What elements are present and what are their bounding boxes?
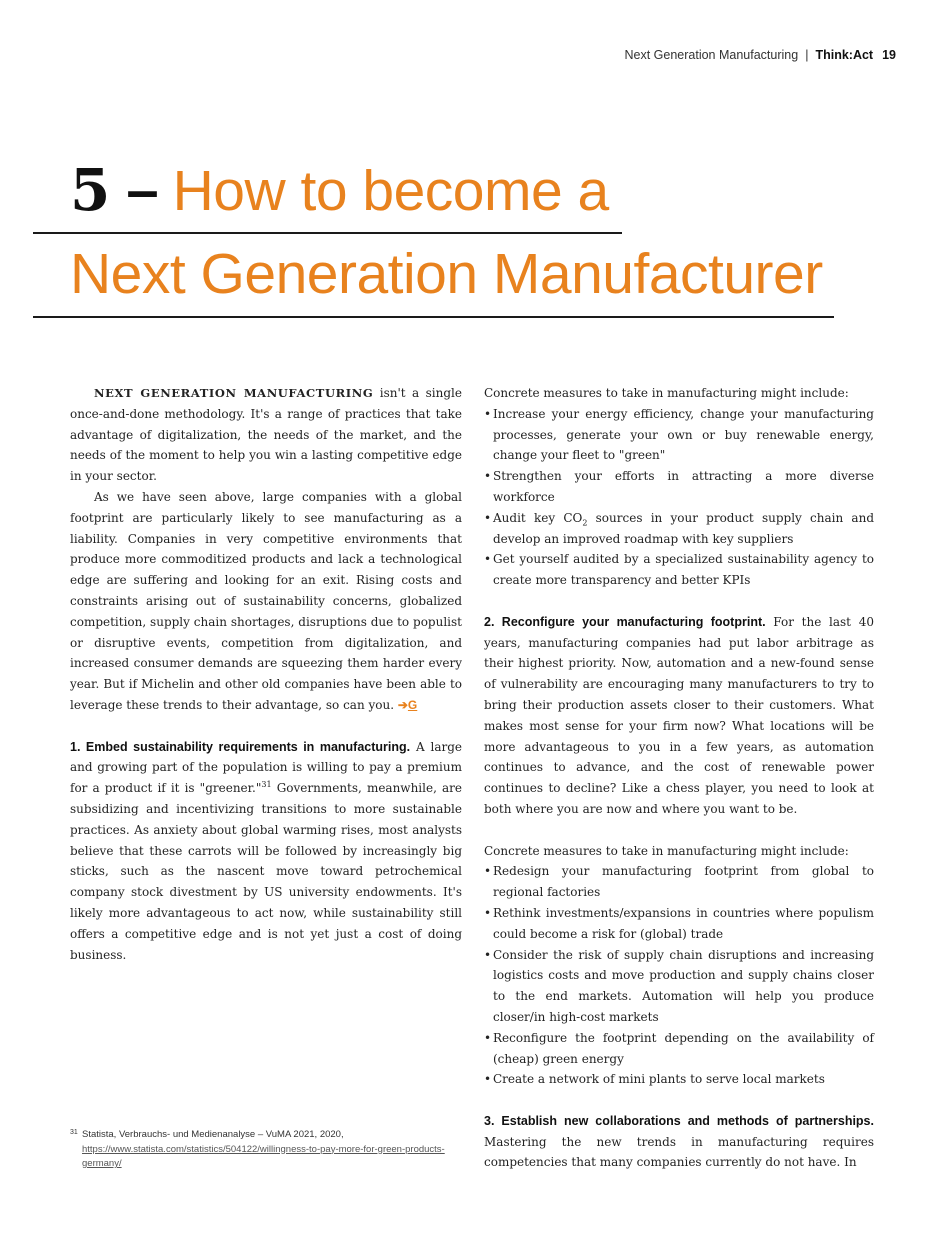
page-number: 19 — [882, 48, 896, 62]
section-1-text-b: Governments, meanwhile, are subsidizing and incentivizing transitions to more sustainable practices. As anxiety about global warming rises, most analysts believe that these carrots will be followed by increasingly big sticks, such as the nascent move toward petrochemical company stock divestment by US university endowments. It's likely more advantageous to act now, while sustainability still offers a competitive edge and is not yet just a cost of doing business. — [70, 781, 462, 962]
left-column — [70, 383, 462, 965]
running-header — [624, 48, 896, 62]
chapter-title-line1 — [70, 148, 609, 232]
section-1-text-a: A large and growing part of the population is willing to pay a premium for a product if it is "greener." — [70, 739, 463, 796]
section-3-paragraph — [484, 1111, 874, 1173]
header-separator: | — [805, 48, 809, 62]
intro-lead-in: NEXT GENERATION MANUFACTURING — [94, 386, 374, 400]
section-2-text: For the last 40 years, manufacturing companies had put labor arbitrage as their highest priority. Now, automation and a new-found sense of vulnerability are encouraging many manufacturers to try to bring their production assets closer to their customers. What makes most sense for your firm now? What locations will be more advantageous to you in a few years, as automation continues to advance, and the cost of renewable power continues to decline? Like a chess player, you need to look at both where you are now and where you want to be. — [484, 614, 874, 816]
co2-subscript: 2 — [582, 518, 588, 528]
measures-list-1 — [484, 404, 874, 591]
section-3-text: Mastering the new trends in manufacturing requires competencies that many companies currently do not have. In — [484, 1134, 874, 1170]
list-item: • Get yourself audited by a specialized sustainability agency to create more transparency and better KPIs — [484, 552, 874, 588]
list-item: • Audit key $CO_2$ sources in your product supply chain and develop an improved roadmap with key suppliers — [484, 510, 874, 546]
intro-paragraph — [70, 383, 462, 487]
measures-intro-2: Concrete measures to take in manufacturing might include: — [484, 843, 849, 858]
list-item: • Redesign your manufacturing footprint from global to regional factories — [484, 864, 874, 900]
chapter-dash: – — [126, 158, 159, 223]
list-item: • Create a network of mini plants to serve local markets — [484, 1072, 825, 1087]
chapter-title-line2: Next Generation Manufacturer — [70, 242, 823, 306]
footnote-link[interactable]: https://www.statista.com/statistics/504122/willingness-to-pay-more-for-green-products-germany/ — [82, 1143, 445, 1169]
list-item: • Rethink investments/expansions in countries where populism could become a risk for (global) trade — [484, 905, 874, 941]
section-2-paragraph — [484, 612, 874, 820]
list-item: • Reconfigure the footprint depending on the availability of (cheap) green energy — [484, 1030, 874, 1066]
chapter-number: 5 — [70, 156, 111, 224]
footnote-number: 31 — [70, 1129, 78, 1136]
section-1-paragraph — [70, 737, 462, 966]
chapter-title-text-1: How to become a — [172, 159, 609, 223]
header-section-title: Next Generation Manufacturing — [624, 48, 799, 62]
paragraph-2-text: As we have seen above, large companies with a global footprint are particularly likely to see manufacturing as a liability. Companies in very competitive environments that produce more commoditized products and lack a technological edge are suffering and looking for an exit. Rising costs and constraints arising out of sustainability concerns, globalized competition, supply chain shortages, disruptions due to populist or disruptive events, competition from digitalization, and increased consumer demands are squeezing them harder every year. But if Michelin and other old companies have been able to leverage these trends to their advantage, so can you. — [70, 489, 462, 712]
glossary-link[interactable] — [398, 698, 417, 712]
footnote-text: Statista, Verbrauchs- und Medienanalyse – VuMA 2021, 2020, — [82, 1129, 344, 1140]
arrow-right-icon: ➔ — [397, 697, 408, 712]
paragraph-2 — [70, 487, 462, 716]
glossary-mark: G — [407, 697, 418, 712]
measures-intro-1: Concrete measures to take in manufacturing might include: — [484, 386, 849, 400]
section-2-heading: 2. Reconfigure your manufacturing footprint. — [484, 614, 766, 629]
section-3-heading: 3. Establish new collaborations and methods of partnerships. — [484, 1113, 874, 1128]
header-brand: Think:Act — [815, 48, 874, 62]
measures-list-2 — [484, 861, 874, 1090]
list-item: • Strengthen your efforts in attracting a more diverse workforce — [484, 469, 874, 504]
list-item: • Increase your energy efficiency, change your manufacturing processes, generate your own or buy renewable energy, change your fleet to "green" — [484, 406, 874, 463]
list-item: • Consider the risk of supply chain disruptions and increasing logistics costs and move production and supply chains closer to the end markets. Automation will help you produce closer/in high-cost markets — [484, 947, 874, 1024]
title-rule-2 — [33, 316, 834, 318]
section-1-heading: 1. Embed sustainability requirements in manufacturing. — [70, 739, 411, 754]
footnote — [70, 1128, 465, 1172]
intro-text: isn't a single once-and-done methodology. It's a range of practices that take advantage of digitalization, the needs of the market, and the needs of the moment to help you win a lasting competitive edge in your sector. — [70, 386, 462, 484]
footnote-ref-31[interactable]: 31 — [261, 780, 272, 790]
right-column — [484, 383, 874, 1173]
